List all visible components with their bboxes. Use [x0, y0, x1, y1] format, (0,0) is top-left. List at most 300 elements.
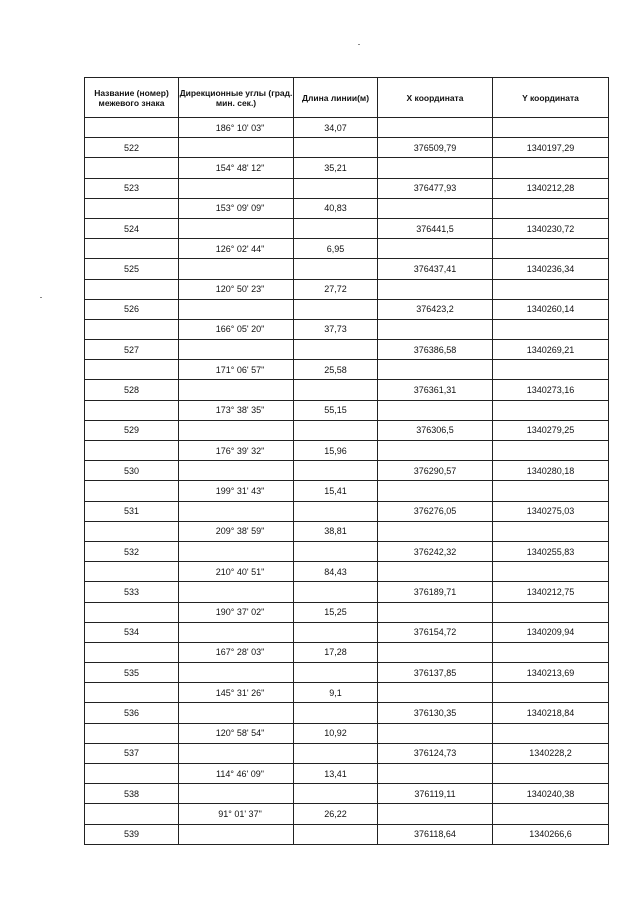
- table-row: [85, 461, 609, 481]
- point-name-cell-value: 524: [123, 223, 140, 234]
- table-header-row: [85, 78, 609, 118]
- x-coordinate-cell-value: 376477,93: [413, 183, 457, 194]
- direction-angle-cell: [179, 703, 294, 723]
- y-coordinate-cell-value: 1340280,18: [526, 465, 575, 476]
- x-coordinate-cell-value: 376290,57: [413, 465, 457, 476]
- x-coordinate-cell: [378, 118, 493, 138]
- point-name-cell-value: 539: [123, 829, 140, 840]
- x-coordinate-cell-value: 376306,5: [416, 425, 454, 436]
- direction-angle-cell: [179, 138, 294, 158]
- line-length-cell: [294, 622, 378, 642]
- y-coordinate-cell: [493, 582, 609, 602]
- x-coordinate-cell: [378, 703, 493, 723]
- point-name-cell: [85, 764, 179, 784]
- x-coordinate-cell: [378, 824, 493, 844]
- y-coordinate-cell: [493, 764, 609, 784]
- y-coordinate-cell: [493, 723, 609, 743]
- direction-angle-cell: [179, 784, 294, 804]
- direction-angle-cell-value: 91° 01' 37": [218, 808, 262, 819]
- header-x-coordinate: X координата: [378, 78, 493, 118]
- y-coordinate-cell: [493, 501, 609, 521]
- line-length-cell: [294, 562, 378, 582]
- point-name-cell: [85, 218, 179, 238]
- y-coordinate-cell: [493, 158, 609, 178]
- y-coordinate-cell-value: 1340197,29: [526, 142, 575, 153]
- x-coordinate-cell-value: 376276,05: [413, 506, 457, 517]
- y-coordinate-cell: [493, 804, 609, 824]
- x-coordinate-cell-value: 376124,73: [413, 748, 457, 759]
- line-length-cell: [294, 683, 378, 703]
- line-length-cell: [294, 279, 378, 299]
- x-coordinate-cell: [378, 481, 493, 501]
- point-name-cell: [85, 158, 179, 178]
- x-coordinate-cell-value: 376509,79: [413, 142, 457, 153]
- point-name-cell-value: 526: [123, 304, 140, 315]
- y-coordinate-cell: [493, 218, 609, 238]
- line-length-cell: [294, 784, 378, 804]
- point-name-cell: [85, 501, 179, 521]
- direction-angle-cell: [179, 764, 294, 784]
- y-coordinate-cell: [493, 138, 609, 158]
- direction-angle-cell-value: 120° 58' 54": [215, 728, 265, 739]
- table-row: [85, 804, 609, 824]
- x-coordinate-cell-value: 376441,5: [416, 223, 454, 234]
- line-length-cell: [294, 360, 378, 380]
- point-name-cell: [85, 663, 179, 683]
- table-row: [85, 663, 609, 683]
- y-coordinate-cell-value: 1340266,6: [529, 829, 572, 840]
- line-length-cell: [294, 703, 378, 723]
- line-length-cell: [294, 198, 378, 218]
- x-coordinate-cell: [378, 340, 493, 360]
- direction-angle-cell: [179, 319, 294, 339]
- point-name-cell: [85, 703, 179, 723]
- table-row: [85, 360, 609, 380]
- line-length-cell: [294, 259, 378, 279]
- line-length-cell: [294, 441, 378, 461]
- header-line-length: Длина линии(м): [294, 78, 378, 118]
- point-name-cell-value: 534: [123, 627, 140, 638]
- y-coordinate-cell: [493, 239, 609, 259]
- x-coordinate-cell: [378, 562, 493, 582]
- y-coordinate-cell-value: 1340236,34: [526, 263, 575, 274]
- direction-angle-cell-value: 145° 31' 26": [215, 687, 265, 698]
- header-direction-angle: Дирекционные углы (град. мин. сек.): [179, 78, 294, 118]
- line-length-cell-value: 40,83: [324, 203, 347, 214]
- point-name-cell: [85, 743, 179, 763]
- line-length-cell-value: 10,92: [324, 728, 347, 739]
- direction-angle-cell-value: 126° 02' 44": [215, 243, 265, 254]
- table-row: [85, 764, 609, 784]
- line-length-cell: [294, 764, 378, 784]
- line-length-cell-value: 37,73: [324, 324, 347, 335]
- y-coordinate-cell: [493, 279, 609, 299]
- direction-angle-cell-value: 167° 28' 03": [215, 647, 265, 658]
- direction-angle-cell: [179, 420, 294, 440]
- line-length-cell-value: 15,96: [324, 445, 347, 456]
- table-row: [85, 198, 609, 218]
- line-length-cell-value: 17,28: [324, 647, 347, 658]
- point-name-cell: [85, 420, 179, 440]
- table-row: [85, 521, 609, 541]
- point-name-cell: [85, 118, 179, 138]
- direction-angle-cell: [179, 118, 294, 138]
- x-coordinate-cell-value: 376242,32: [413, 546, 457, 557]
- x-coordinate-cell: [378, 764, 493, 784]
- point-name-cell: [85, 239, 179, 259]
- table-row: [85, 279, 609, 299]
- y-coordinate-cell: [493, 198, 609, 218]
- point-name-cell: [85, 541, 179, 561]
- point-name-cell: [85, 602, 179, 622]
- point-name-cell: [85, 804, 179, 824]
- header-point-name: Название (номер) межевого знака: [85, 78, 179, 118]
- y-coordinate-cell: [493, 743, 609, 763]
- x-coordinate-cell-value: 376189,71: [413, 586, 457, 597]
- table-row: [85, 420, 609, 440]
- line-length-cell-value: 13,41: [324, 768, 347, 779]
- line-length-cell-value: 35,21: [324, 162, 347, 173]
- direction-angle-cell: [179, 501, 294, 521]
- table-row: [85, 380, 609, 400]
- table-row: [85, 562, 609, 582]
- line-length-cell: [294, 804, 378, 824]
- line-length-cell: [294, 824, 378, 844]
- point-name-cell: [85, 441, 179, 461]
- point-name-cell: [85, 582, 179, 602]
- direction-angle-cell-value: 199° 31' 43": [215, 485, 265, 496]
- direction-angle-cell-value: 190° 37' 02": [215, 607, 265, 618]
- x-coordinate-cell: [378, 521, 493, 541]
- line-length-cell: [294, 541, 378, 561]
- point-name-cell-value: 525: [123, 263, 140, 274]
- point-name-cell: [85, 319, 179, 339]
- y-coordinate-cell: [493, 360, 609, 380]
- direction-angle-cell: [179, 743, 294, 763]
- line-length-cell: [294, 158, 378, 178]
- x-coordinate-cell: [378, 198, 493, 218]
- line-length-cell-value: 15,25: [324, 607, 347, 618]
- direction-angle-cell: [179, 582, 294, 602]
- table-row: [85, 239, 609, 259]
- y-coordinate-cell: [493, 521, 609, 541]
- line-length-cell: [294, 178, 378, 198]
- y-coordinate-cell: [493, 319, 609, 339]
- point-name-cell-value: 527: [123, 344, 140, 355]
- line-length-cell-value: 25,58: [324, 364, 347, 375]
- table-row: [85, 602, 609, 622]
- table-row: [85, 582, 609, 602]
- y-coordinate-cell: [493, 784, 609, 804]
- x-coordinate-cell: [378, 602, 493, 622]
- y-coordinate-cell: [493, 481, 609, 501]
- line-length-cell: [294, 319, 378, 339]
- table-row: [85, 541, 609, 561]
- table-row: [85, 340, 609, 360]
- point-name-cell: [85, 198, 179, 218]
- direction-angle-cell: [179, 239, 294, 259]
- point-name-cell: [85, 784, 179, 804]
- y-coordinate-cell: [493, 642, 609, 662]
- point-name-cell-value: 529: [123, 425, 140, 436]
- y-coordinate-cell-value: 1340279,25: [526, 425, 575, 436]
- table-row: [85, 138, 609, 158]
- point-name-cell: [85, 521, 179, 541]
- x-coordinate-cell: [378, 501, 493, 521]
- y-coordinate-cell: [493, 259, 609, 279]
- direction-angle-cell-value: 209° 38' 59": [215, 526, 265, 537]
- x-coordinate-cell: [378, 239, 493, 259]
- x-coordinate-cell: [378, 299, 493, 319]
- table-row: [85, 158, 609, 178]
- x-coordinate-cell: [378, 420, 493, 440]
- direction-angle-cell: [179, 178, 294, 198]
- x-coordinate-cell: [378, 582, 493, 602]
- x-coordinate-cell: [378, 663, 493, 683]
- point-name-cell-value: 530: [123, 465, 140, 476]
- direction-angle-cell: [179, 198, 294, 218]
- point-name-cell-value: 531: [123, 506, 140, 517]
- y-coordinate-cell: [493, 683, 609, 703]
- direction-angle-cell: [179, 441, 294, 461]
- direction-angle-cell-value: 154° 48' 12": [215, 162, 265, 173]
- x-coordinate-cell-value: 376386,58: [413, 344, 457, 355]
- direction-angle-cell: [179, 360, 294, 380]
- table-row: [85, 642, 609, 662]
- direction-angle-cell: [179, 259, 294, 279]
- point-name-cell-value: 522: [123, 142, 140, 153]
- point-name-cell: [85, 461, 179, 481]
- line-length-cell-value: 27,72: [324, 284, 347, 295]
- x-coordinate-cell: [378, 360, 493, 380]
- line-length-cell: [294, 642, 378, 662]
- direction-angle-cell: [179, 400, 294, 420]
- line-length-cell-value: 15,41: [324, 485, 347, 496]
- table-row: [85, 319, 609, 339]
- point-name-cell: [85, 723, 179, 743]
- point-name-cell: [85, 622, 179, 642]
- direction-angle-cell-value: 114° 46' 09": [216, 768, 264, 779]
- y-coordinate-cell: [493, 461, 609, 481]
- x-coordinate-cell: [378, 441, 493, 461]
- header-y-coordinate: Y координата: [493, 78, 609, 118]
- y-coordinate-cell-value: 1340240,38: [526, 788, 575, 799]
- x-coordinate-cell: [378, 683, 493, 703]
- x-coordinate-cell-value: 376130,35: [413, 708, 457, 719]
- line-length-cell: [294, 138, 378, 158]
- line-length-cell: [294, 521, 378, 541]
- direction-angle-cell: [179, 804, 294, 824]
- y-coordinate-cell-value: 1340218,84: [526, 708, 575, 719]
- direction-angle-cell-value: 120° 50' 23": [215, 284, 265, 295]
- x-coordinate-cell-value: 376118,64: [414, 829, 456, 840]
- coordinates-table: [84, 77, 609, 845]
- point-name-cell: [85, 259, 179, 279]
- table-row: [85, 118, 609, 138]
- x-coordinate-cell-value: 376423,2: [416, 304, 454, 315]
- point-name-cell: [85, 683, 179, 703]
- point-name-cell: [85, 400, 179, 420]
- scan-speck: [40, 297, 42, 298]
- table-row: [85, 481, 609, 501]
- y-coordinate-cell: [493, 622, 609, 642]
- y-coordinate-cell: [493, 441, 609, 461]
- y-coordinate-cell: [493, 340, 609, 360]
- direction-angle-cell: [179, 481, 294, 501]
- point-name-cell: [85, 279, 179, 299]
- direction-angle-cell-value: 153° 09' 09": [215, 203, 265, 214]
- direction-angle-cell: [179, 683, 294, 703]
- point-name-cell-value: 532: [123, 546, 140, 557]
- point-name-cell-value: 523: [123, 183, 140, 194]
- line-length-cell: [294, 602, 378, 622]
- direction-angle-cell: [179, 622, 294, 642]
- line-length-cell-value: 84,43: [324, 566, 347, 577]
- line-length-cell: [294, 239, 378, 259]
- line-length-cell: [294, 663, 378, 683]
- x-coordinate-cell: [378, 461, 493, 481]
- line-length-cell-value: 38,81: [324, 526, 347, 537]
- x-coordinate-cell: [378, 178, 493, 198]
- point-name-cell-value: 536: [123, 708, 140, 719]
- direction-angle-cell: [179, 723, 294, 743]
- y-coordinate-cell-value: 1340260,14: [526, 304, 575, 315]
- line-length-cell-value: 34,07: [324, 122, 347, 133]
- y-coordinate-cell-value: 1340228,2: [529, 748, 572, 759]
- table-row: [85, 178, 609, 198]
- y-coordinate-cell-value: 1340273,16: [526, 385, 575, 396]
- direction-angle-cell: [179, 602, 294, 622]
- y-coordinate-cell-value: 1340212,28: [526, 183, 575, 194]
- y-coordinate-cell-value: 1340209,94: [526, 627, 575, 638]
- x-coordinate-cell: [378, 380, 493, 400]
- y-coordinate-cell: [493, 602, 609, 622]
- point-name-cell: [85, 380, 179, 400]
- table-row: [85, 259, 609, 279]
- x-coordinate-cell: [378, 642, 493, 662]
- line-length-cell-value: 9,1: [329, 687, 342, 698]
- y-coordinate-cell: [493, 663, 609, 683]
- y-coordinate-cell-value: 1340212,75: [526, 586, 575, 597]
- line-length-cell: [294, 218, 378, 238]
- x-coordinate-cell: [378, 541, 493, 561]
- direction-angle-cell: [179, 461, 294, 481]
- table-row: [85, 743, 609, 763]
- direction-angle-cell-value: 176° 39' 32": [215, 445, 265, 456]
- y-coordinate-cell: [493, 178, 609, 198]
- scan-speck: [358, 44, 360, 45]
- x-coordinate-cell: [378, 784, 493, 804]
- x-coordinate-cell-value: 376437,41: [413, 263, 457, 274]
- y-coordinate-cell: [493, 118, 609, 138]
- y-coordinate-cell-value: 1340230,72: [526, 223, 575, 234]
- direction-angle-cell: [179, 541, 294, 561]
- y-coordinate-cell-value: 1340275,03: [526, 506, 575, 517]
- table-row: [85, 441, 609, 461]
- y-coordinate-cell-value: 1340213,69: [526, 667, 575, 678]
- direction-angle-cell: [179, 663, 294, 683]
- line-length-cell-value: 6,95: [326, 243, 345, 254]
- y-coordinate-cell: [493, 541, 609, 561]
- direction-angle-cell: [179, 299, 294, 319]
- point-name-cell-value: 537: [123, 748, 140, 759]
- point-name-cell: [85, 824, 179, 844]
- x-coordinate-cell: [378, 218, 493, 238]
- point-name-cell: [85, 299, 179, 319]
- y-coordinate-cell: [493, 420, 609, 440]
- direction-angle-cell: [179, 218, 294, 238]
- point-name-cell-value: 528: [123, 385, 140, 396]
- x-coordinate-cell-value: 376154,72: [413, 627, 457, 638]
- y-coordinate-cell: [493, 562, 609, 582]
- direction-angle-cell: [179, 824, 294, 844]
- line-length-cell-value: 26,22: [324, 808, 347, 819]
- x-coordinate-cell: [378, 158, 493, 178]
- point-name-cell: [85, 178, 179, 198]
- point-name-cell-value: 535: [123, 667, 140, 678]
- point-name-cell: [85, 481, 179, 501]
- point-name-cell-value: 533: [123, 586, 140, 597]
- y-coordinate-cell-value: 1340255,83: [526, 546, 575, 557]
- table-row: [85, 400, 609, 420]
- table-row: [85, 703, 609, 723]
- y-coordinate-cell: [493, 703, 609, 723]
- y-coordinate-cell: [493, 400, 609, 420]
- x-coordinate-cell-value: 376137,85: [413, 667, 457, 678]
- table-row: [85, 299, 609, 319]
- x-coordinate-cell: [378, 400, 493, 420]
- direction-angle-cell-value: 166° 05' 20": [215, 324, 265, 335]
- x-coordinate-cell-value: 376361,31: [413, 385, 457, 396]
- x-coordinate-cell: [378, 743, 493, 763]
- point-name-cell-value: 538: [123, 788, 140, 799]
- line-length-cell-value: 55,15: [324, 405, 347, 416]
- x-coordinate-cell: [378, 622, 493, 642]
- direction-angle-cell: [179, 279, 294, 299]
- x-coordinate-cell: [378, 279, 493, 299]
- y-coordinate-cell: [493, 299, 609, 319]
- line-length-cell: [294, 340, 378, 360]
- line-length-cell: [294, 582, 378, 602]
- direction-angle-cell: [179, 521, 294, 541]
- point-name-cell: [85, 360, 179, 380]
- direction-angle-cell: [179, 158, 294, 178]
- table-row: [85, 723, 609, 743]
- line-length-cell: [294, 481, 378, 501]
- table-row: [85, 501, 609, 521]
- line-length-cell: [294, 461, 378, 481]
- line-length-cell: [294, 380, 378, 400]
- point-name-cell: [85, 340, 179, 360]
- direction-angle-cell: [179, 562, 294, 582]
- x-coordinate-cell: [378, 259, 493, 279]
- table-row: [85, 784, 609, 804]
- line-length-cell: [294, 723, 378, 743]
- direction-angle-cell: [179, 380, 294, 400]
- y-coordinate-cell-value: 1340269,21: [526, 344, 575, 355]
- table-row: [85, 683, 609, 703]
- x-coordinate-cell: [378, 804, 493, 824]
- direction-angle-cell: [179, 642, 294, 662]
- x-coordinate-cell: [378, 138, 493, 158]
- direction-angle-cell: [179, 340, 294, 360]
- table-row: [85, 824, 609, 844]
- line-length-cell: [294, 400, 378, 420]
- point-name-cell: [85, 642, 179, 662]
- line-length-cell: [294, 743, 378, 763]
- table-row: [85, 622, 609, 642]
- x-coordinate-cell: [378, 319, 493, 339]
